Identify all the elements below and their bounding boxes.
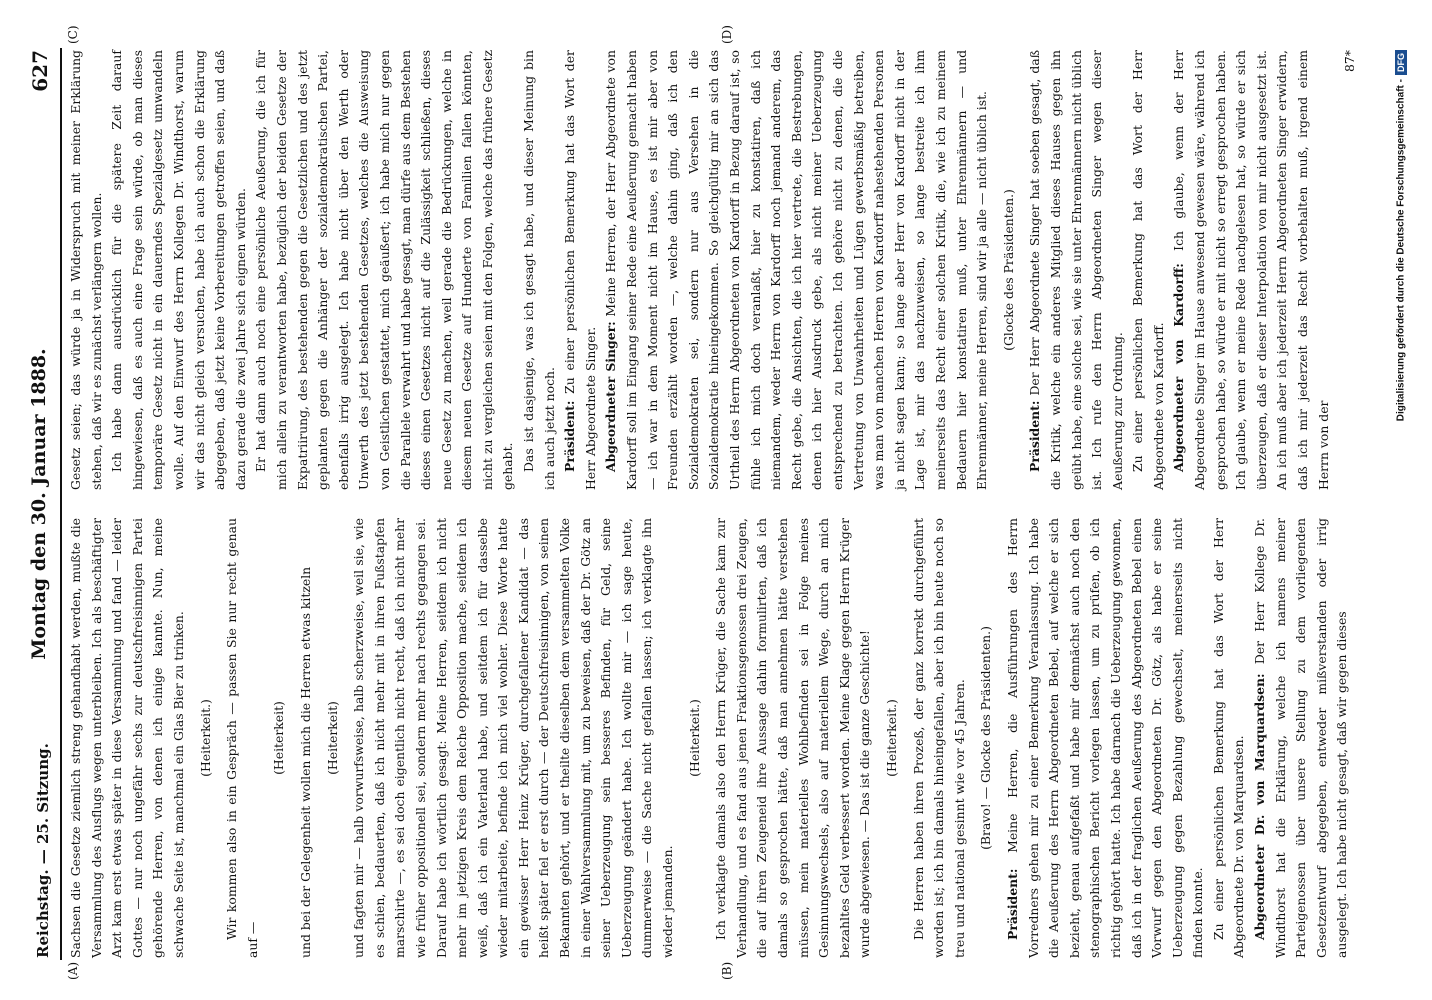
paragraph	[107, 50, 251, 490]
margin-marker-d: (D)	[720, 25, 734, 44]
speaker-name: Präsident:	[1027, 400, 1043, 472]
paragraph-text: Zu einer persönlichen Bemerkung hat das Wort der Herr Abgeordnete Dr. von Marquardsen.	[1210, 518, 1247, 958]
paragraph-text: Ich glaube, wenn der Herr Abgeordnete Singer im Hause anwesend gewesen wäre, während ich gesprochen habe, so würde er mit nicht so erregt gesprochen haben. Ich glaube, wenn er meine Rede nachgelesen hat, so würde er sich überzeugen, daß er dieser Interpolation von mir nicht ausgesetzt ist. An ich muß aber ich jederzeit Herrn Abgeordneten Singer erwidern, daß ich mir jederzeit das Recht vorbehalten muß, irgend einem Herrn von der	[1171, 50, 1331, 490]
paragraph-text: Ich habe dann ausdrücklich für die spätere Zeit darauf hingewiesen, daß es auch eine Frage sein würde, ob man dieses temporäre Gesetz nicht in ein dauerndes Spezialgesetz umwandeln wolle. Auf den Einwurf des Herrn Kollegen Dr. Windthorst, warum wir das nicht gleich versuchen, habe ich auch schon die Erklärung abgegeben, daß jetzt keine Vorbereitungen getroffen seien, und daß dazu gerade die zwei Jahre sich eignen würden.	[109, 50, 248, 490]
stage-direction: (Heiterkeit.)	[686, 699, 702, 777]
margin-marker-a: (A)	[66, 961, 80, 980]
stage-direction: (Heiterkeit.)	[883, 699, 899, 777]
paragraph-text: Der Herr Abgeordnete Singer hat soeben gesagt, daß die Kritik, welche ein anderes Mitglied dieses Hauses gegen ihn geübt habe, eine solche sei, wie sie unter Ehrenmännern nicht üblich ist. Ich rufe den Herrn Abgeordneten Singer wegen dieser Aeußerung zur Ordnung.	[1027, 50, 1125, 490]
page-number: 627	[28, 50, 52, 92]
header-session: Reichstag. — 25. Sitzung.	[34, 743, 52, 958]
credit-text: Digitalisierung gefördert durch die Deutsche Forschungsgemeinschaft -	[1395, 79, 1407, 422]
paragraph-text: Ich verklagte damals also den Herrn Krüger, die Sache kam zur Verhandlung, und es fand aus jenen Fraktionsgenossen drei Zeugen, die auf ihren Zeugeneid ihre Aussage dahin formulirten, daß ich damals so gesprochen hätte, daß man annehmen hätte verstehen müssen, mein materielles Wohlbefinden sei in Folge meines Gesinnungswechsels, also auf materiellem Wege, durch an mich bezahltes Geld verbessert worden. Meine Klage gegen Herrn Krüger wurde abgewiesen. — Das ist die ganze Geschichte!	[713, 518, 873, 958]
speaker-name: Abgeordneter von Kardorff:	[1171, 263, 1187, 472]
speaker-name: Abgeordneter Dr. von Marquardsen:	[1252, 673, 1268, 940]
paragraph	[251, 50, 519, 490]
stage-direction: (Glocke des Präsidenten.)	[1000, 189, 1016, 351]
paragraph-text: Gesetz seien; das würde ja in Widerspruch mit meiner Erklärung stehen, daß wir es zunächst verlängern wollen.	[68, 50, 104, 490]
paragraph	[222, 518, 263, 958]
paragraph-text: Zu einer persönlichen Bemerkung hat das Wort der Herr Abgeordnete Singer.	[562, 50, 598, 490]
header-date: Montag den 30. Januar 1888.	[28, 348, 50, 660]
paragraph-text: Zu einer persönlichen Bemerkung hat das Wort der Herr Abgeordnete von Kardorff.	[1130, 50, 1166, 490]
page-header	[26, 50, 60, 958]
paragraph-text: Das ist dasjenige, was ich gesagt habe, und dieser Meinung bin ich auch jetzt noch.	[521, 50, 557, 490]
stage-direction: (Heiterkeit)	[271, 701, 287, 775]
stage-direction: (Heiterkeit.)	[197, 699, 213, 777]
paragraph	[519, 50, 560, 490]
paragraph	[66, 50, 107, 490]
margin-marker-c: (C)	[66, 25, 80, 44]
paragraph	[711, 518, 876, 958]
digitization-credit	[1395, 50, 1415, 958]
margin-marker-b: (B)	[720, 961, 734, 980]
speaker-name: Präsident:	[1004, 868, 1020, 940]
paragraph	[349, 518, 679, 958]
paragraph	[1128, 50, 1169, 490]
paragraph	[1169, 50, 1334, 490]
paragraph-text: Er hat dann auch noch eine persönliche Aeußerung, die ich für mich allein zu verantworten habe, bezüglich der beiden Gesetze der Expatriirung, des bestehenden gegen die Gesetzlichen und des jetzt geplanten gegen die Anhänger der sozialdemokratischen Partei, ebenfalls irrig ausgelegt. Ich habe nicht über den Werth oder Unwerth des jetzt bestehenden Gesetzes, welches die Ausweisung von Geistlichen gestattet, mich geäußert; ich habe mich nur gegen die Parallele verwahrt und habe gesagt, man dürfe aus dem Bestehen dieses einen Gesetzes nicht auf die Zulässigkeit schließen, dieses neue Gesetz zu machen, weil gerade die Bedrückungen, welche in diesem neuen Gesetze auf Hunderte von Familien fallen könnten, nicht zu vergleichen seien mit den Folgen, welche das frühere Gesetz gehabt.	[253, 50, 516, 490]
paragraph-text: Wir kommen also in ein Gespräch — passen Sie nur recht genau auf —	[224, 518, 260, 958]
right-text-column	[66, 50, 1367, 490]
speaker-name: Präsident:	[562, 400, 578, 472]
dfg-logo: DFG	[1395, 50, 1407, 75]
paragraph	[909, 518, 971, 958]
header-rule	[60, 48, 62, 960]
paragraph-text: Sachsen die Gesetze ziemlich streng gehandhabt werden, mußte die Versammlung des Ausflugs wegen unterbleiben. Ich als beschäftigter Arzt kam erst etwas später in diese Versammlung und fand — leider Gottes — nur noch ungefähr sechs zur deutschfreisinnigen Partei gehörende Herren, von denen ich einige kannte. Nun, meine schwache Seite ist, manchmal ein Glas Bier zu trinken.	[68, 518, 186, 958]
paragraph	[601, 50, 992, 490]
paragraph	[560, 50, 601, 490]
paragraph	[1250, 518, 1353, 958]
paragraph	[296, 518, 317, 958]
sheet-signature: 87*	[1342, 50, 1358, 72]
stage-direction: (Heiterkeit)	[324, 701, 340, 775]
left-text-column	[66, 518, 1353, 958]
paragraph-text: Meine Herren, der Herr Abgeordnete von Kardorff soll im Eingang seiner Rede eine Aeußerung gemacht haben — ich war in dem Moment nicht im Hause, es ist mir aber von Freunden erzählt worden —, welche dahin ging, daß ich den Sozialdemokraten sei, sondern nur aus Versehen in die Sozialdemokratie hineingekommen. So gleichgültig mir an sich das Urtheil des Herrn Abgeordneten von Kardorff in Bezug darauf ist, so fühle ich mich doch veranlaßt, hier zu konstatiren, daß ich niemandem, weder Herrn von Kardorff noch jemand anderem, das Recht gebe, die Ansichten, die ich hier vertrete, die Bestrebungen, denen ich hier Ausdruck gebe, als nicht meiner Ueberzeugung entsprechend zu betrachten. Ich gehöre nicht zu denen, die die Vertretung von Unwahrheiten und Lügen gewerbsmäßig betreiben, was man von manchen Herren von Kardorff nahestehenden Personen ja nicht sagen kann; so lange aber Herr von Kardorff nicht in der Lage ist, mir das nachzuweisen, so lange bestreite ich ihm meinerseits das Recht einer solchen Kritik, die, wie ich zu meinem Bedauern hier konstatiren muß, unter Ehrenmännern — und Ehrenmänner, meine Herren, sind wir ja alle — nicht üblich ist.	[603, 49, 990, 490]
paragraph-text: und bei der Gelegenheit wollen mich die Herren etwas kitzeln	[297, 566, 313, 958]
paragraph	[66, 518, 190, 958]
speaker-name: Abgeordneter Singer:	[603, 321, 619, 472]
paragraph	[1003, 518, 1209, 958]
paragraph	[1025, 50, 1128, 490]
stage-direction: (Bravo! — Glocke des Präsidenten.)	[978, 626, 994, 850]
paragraph	[1209, 518, 1250, 958]
paragraph-text: Der Herr Kollege Dr. Windthorst hat die Erklärung, welche ich namens meiner Parteigenossen über unsere Stellung zu dem vorliegenden Gesetzentwurf abgegeben, entweder mißverstanden oder irrig ausgelegt. Ich habe nicht gesagt, daß wir gegen dieses	[1252, 518, 1350, 958]
paragraph-text: Die Herren haben ihren Prozeß, der ganz korrekt durchgeführt worden ist; ich bin damals hineingefallen, aber ich bin heute noch so treu und national gesinnt wie vor 45 Jahren.	[910, 518, 967, 958]
paragraph-text: und fagten mir — halb vorwurfsweise, halb scherzweise, weil sie, wie es schien, bedauerten, daß ich nicht mehr mit in ihren Fußstapfen marschirte —, es sei doch eigentlich nicht recht, daß ich nicht mehr wie früher oppositionell sei, sondern mehr nach rechts gegangen sei. Darauf habe ich wörtlich gesagt: Meine Herren, seitdem ich nicht mehr im jetzigen Kreis dem Reiche Opposition mache, seitdem ich weiß, daß ich ein Vaterland habe, und seitdem ich für dasselbe wieder mitarbeite, befinde ich mich viel wohler. Diese Worte hatte ein gewisser Herr Heinz Krüger, durchgefallener Kandidat — das heißt später fiel er erst durch — der Deutschfreisinnigen, von seinen Bekannten gehört, und er theilte dieselben dem versammelten Volke in einer Wahlversammlung mit, um zu beweisen, daß der Dr. Götz an seiner Ueberzeugung sein besseres Befinden, für Geld, seine Ueberzeugung geändert habe. Ich wollte mir — ich sage heute, dummerweise — die Sache nicht gefallen lassen; ich verklagte ihn wieder jemanden.	[351, 518, 676, 958]
paragraph-text: Meine Herren, die Ausführungen des Herrn Vorredners gehen mir zu einer Bemerkung Veranlassung. Ich habe die Aeußerung des Herrn Abgeordneten Bebel, auf welche er sich bezieht, genau aufgefaßt und habe mir demnächst auch noch den stenographischen Bericht vorlegen lassen, um zu prüfen, ob ich richtig gehört hatte. Ich habe darnach die Ueberzeugung gewonnen, daß ich in der fraglichen Aeußerung des Abgeordneten Bebel einen Vorwurf gegen den Abgeordneten Dr. Götz, als habe er seine Ueberzeugung gegen Bezahlung gewechselt, meinerseits nicht finden konnte.	[1004, 518, 1206, 958]
